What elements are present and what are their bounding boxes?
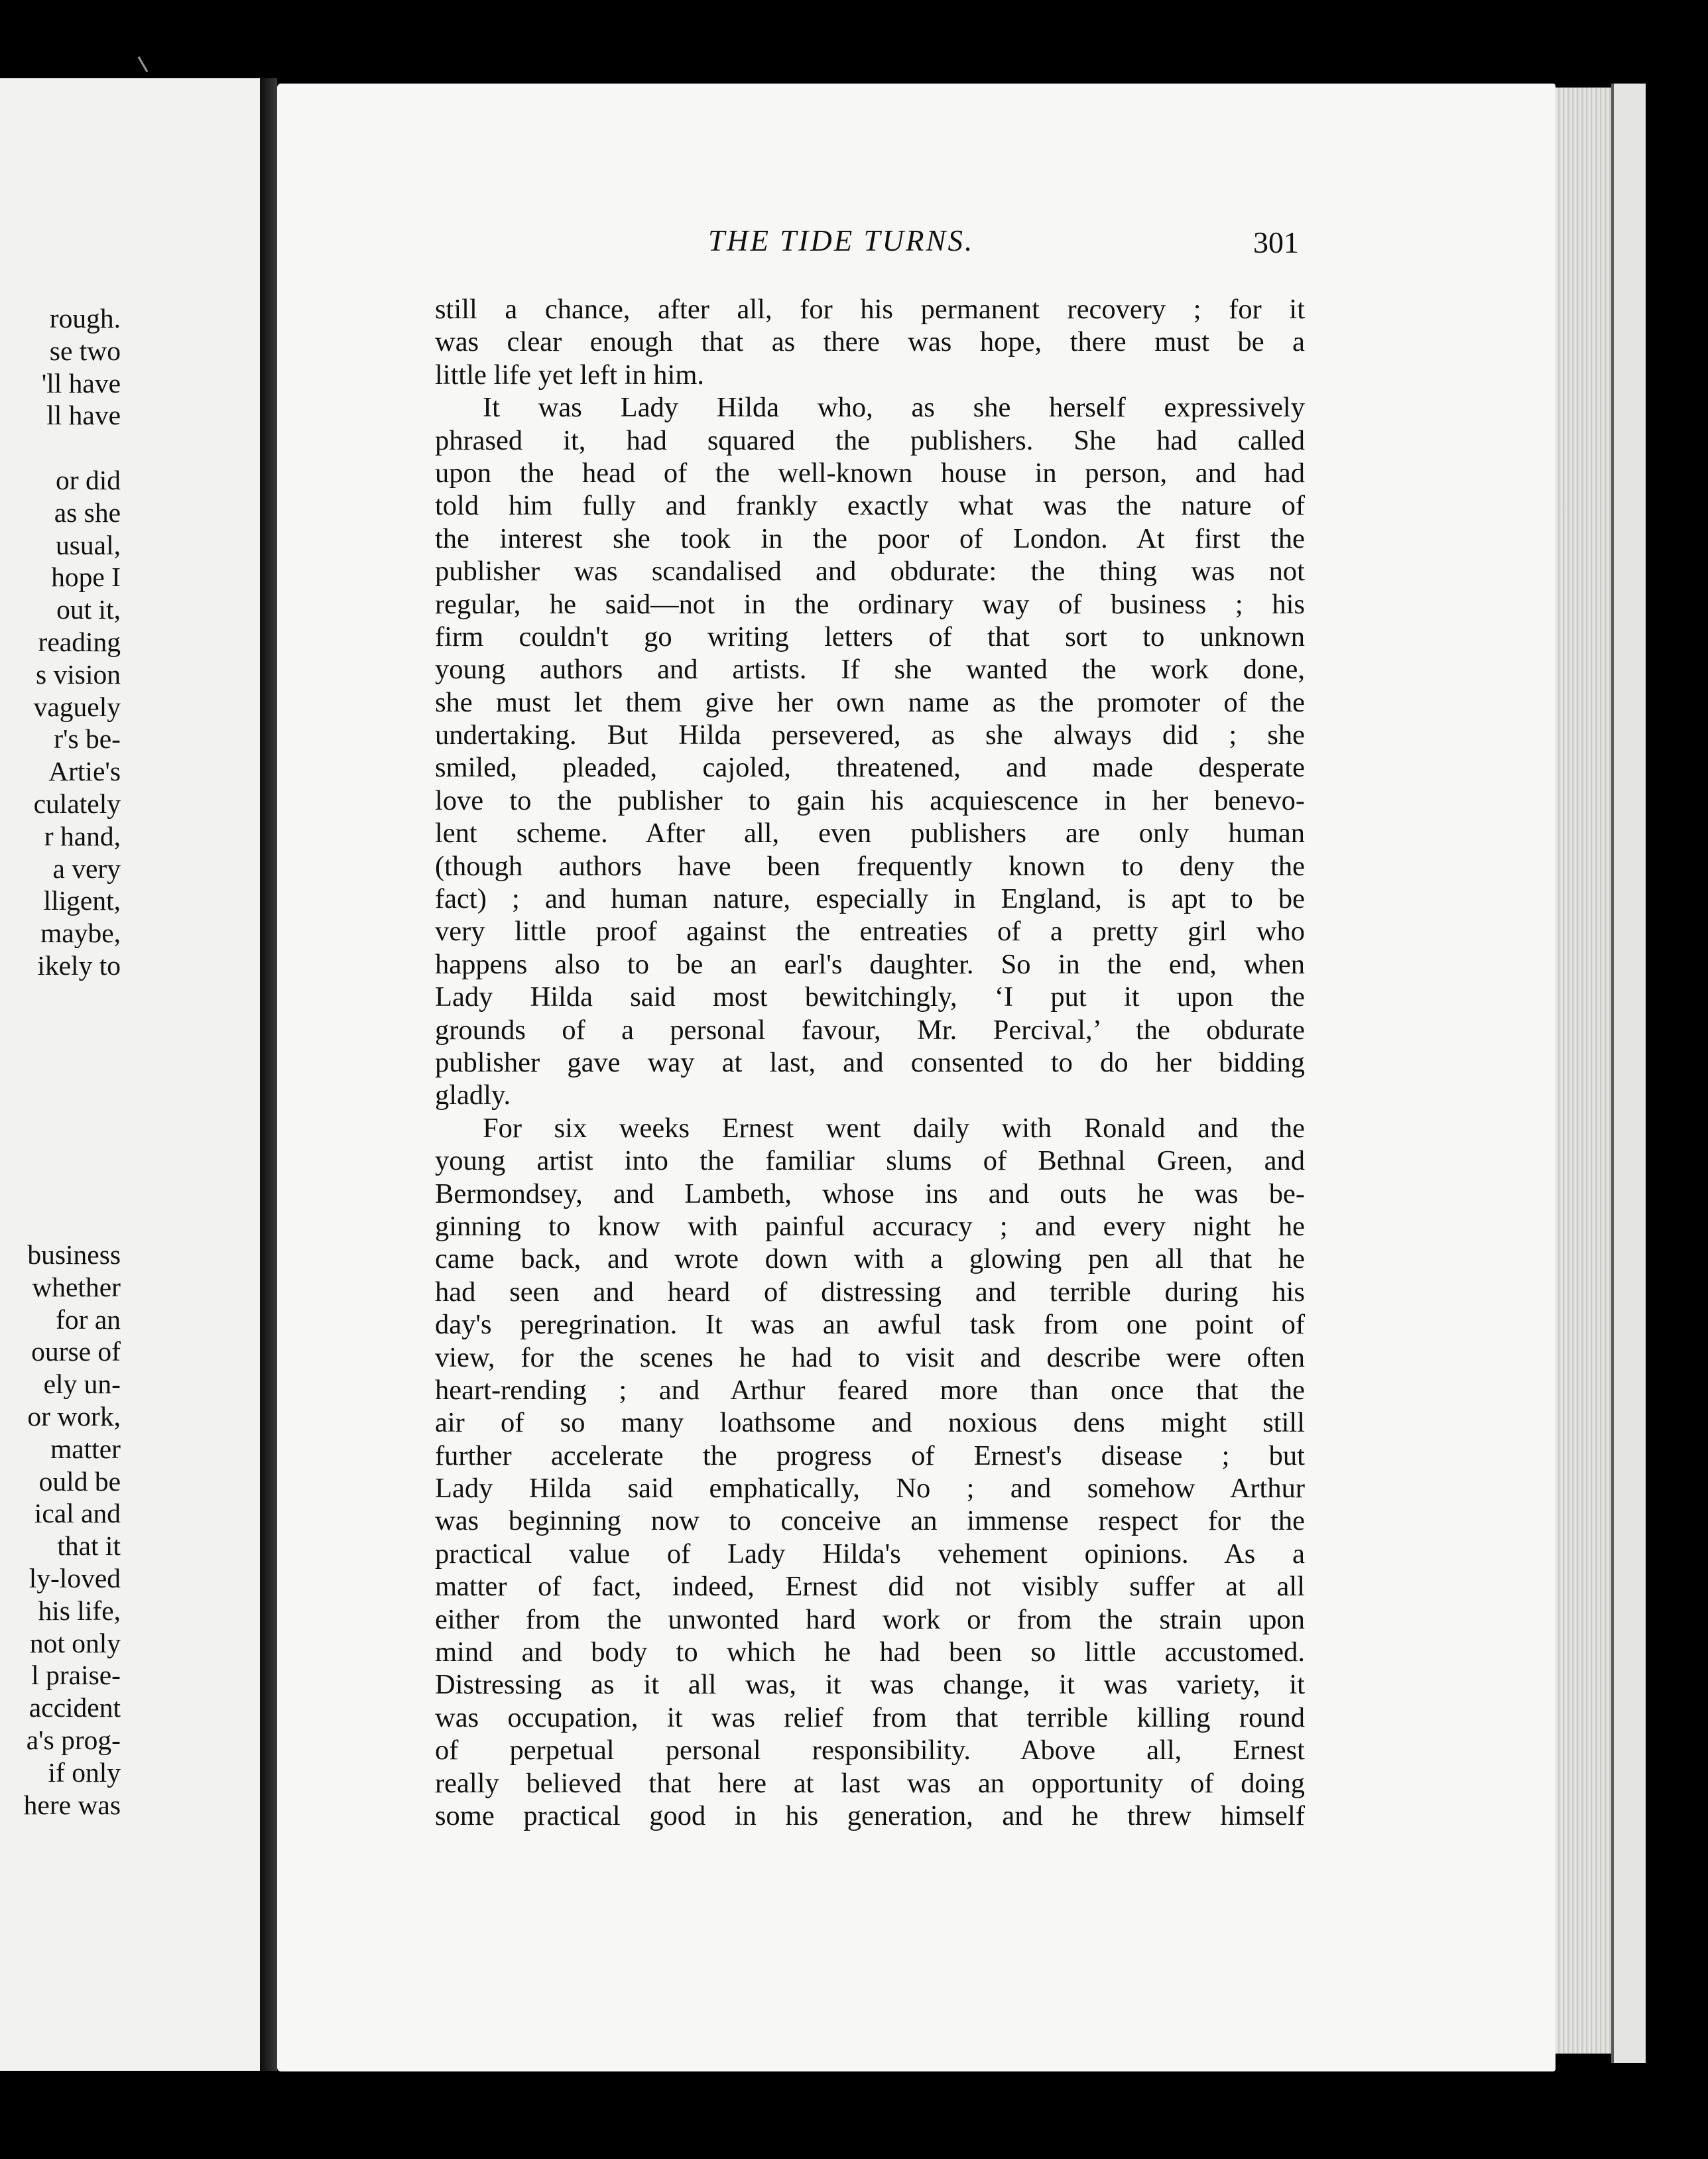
text-line: r's be- [54,723,121,755]
text-line: whether [32,1271,121,1302]
text-line: (though authors have been frequently known to deny the [435,850,1305,882]
text-line: ikely to [37,950,121,981]
text-line: hope I [51,562,121,593]
text-line: grounds of a personal favour, Mr. Percival,’ the obdurate [435,1014,1305,1046]
text-line: firm couldn't go writing letters of that sort to unknown [435,621,1305,652]
text-line: lligent, [43,885,121,916]
paragraph-first-line: For six weeks Ernest went daily with Ronald and the [483,1112,1305,1144]
book-gutter [260,78,277,2071]
text-line: still a chance, after all, for his permanent recovery ; for it [435,294,1305,325]
scan-speck [138,56,149,72]
text-line: publisher was scandalised and obdurate: the thing was not [435,556,1305,587]
text-line: young authors and artists. If she wanted the work done, [435,654,1305,686]
text-line: Lady Hilda said emphatically, No ; and somehow Arthur [435,1473,1305,1505]
text-line: she must let them give her own name as the promoter of the [435,686,1305,718]
book-cover-board [1611,84,1646,2063]
text-line: reading [38,626,121,657]
text-line: ginning to know with painful accuracy ; and every night he [435,1210,1305,1242]
text-line: l praise- [31,1660,121,1691]
text-line: a very [52,853,121,884]
text-line: little life yet left in him. [435,359,705,391]
text-line: maybe, [40,918,121,949]
text-line: happens also to be an earl's daughter. So in the end, when [435,948,1305,980]
text-line: either from the unwonted hard work or from the strain upon [435,1603,1305,1635]
text-line: upon the head of the well-known house in person, and had [435,457,1305,489]
text-line: se two [49,335,121,366]
page-body-text [435,293,1305,1832]
left-page-text-bottom [0,1239,121,1821]
text-line: out it, [56,594,121,625]
text-line: further accelerate the progress of Ernest's disease ; but [435,1440,1305,1471]
text-line: his life, [38,1595,121,1626]
text-line: Lady Hilda said most bewitchingly, ‘I put it upon the [435,981,1305,1013]
text-line: accident [29,1692,121,1723]
text-line: usual, [56,529,121,560]
text-line: mind and body to which he had been so little accustomed. [435,1636,1305,1668]
text-line: rough. [49,303,121,334]
text-line: ely un- [43,1369,121,1400]
text-line: if only [48,1757,121,1788]
text-line: 'll have [41,367,121,399]
text-line: heart-rending ; and Arthur feared more than once that the [435,1374,1305,1406]
text-line: phrased it, had squared the publishers. She had called [435,424,1305,456]
text-line: regular, he said—not in the ordinary way of business ; his [435,588,1305,620]
text-line: lent scheme. After all, even publishers are only human [435,818,1305,849]
paragraph-first-line: It was Lady Hilda who, as she herself expressively [483,392,1305,424]
text-line: or work, [27,1400,121,1432]
text-line: very little proof against the entreaties of a pretty girl who [435,916,1305,948]
text-line: r hand, [44,820,121,851]
text-line: practical value of Lady Hilda's vehement opinions. As a [435,1538,1305,1570]
text-line: vaguely [33,691,121,722]
running-title: THE TIDE TURNS. [708,224,975,257]
text-line: of perpetual personal responsibility. Above all, Ernest [435,1735,1305,1766]
left-facing-page [0,78,263,2071]
text-line: matter [50,1433,121,1464]
text-line: publisher gave way at last, and consented to do her bidding [435,1046,1305,1078]
text-line: Distressing as it all was, it was change, it was variety, it [435,1669,1305,1701]
text-line: or did [56,464,121,495]
text-line: some practical good in his generation, and he threw himself [435,1800,1305,1831]
text-line: smiled, pleaded, cajoled, threatened, and made desperate [435,752,1305,784]
text-line: had seen and heard of distressing and terrible during his [435,1276,1305,1308]
text-line: not only [29,1627,121,1658]
text-line: ical and [34,1498,121,1529]
text-line: the interest she took in the poor of London. At first the [435,523,1305,554]
text-line: here was [23,1789,121,1820]
text-line: a's prog- [26,1724,121,1755]
text-line: that it [57,1530,121,1562]
text-line: ourse of [31,1336,121,1367]
page-edge-stack [1555,88,1613,2054]
text-line: ll have [46,400,121,431]
text-line: business [27,1239,121,1270]
text-line: was occupation, it was relief from that terrible killing round [435,1701,1305,1733]
text-line: really believed that here at last was an opportunity of doing [435,1767,1305,1799]
text-line: love to the publisher to gain his acquiescence in her benevo- [435,784,1305,816]
text-gap [0,432,121,464]
text-line: was clear enough that as there was hope, there must be a [435,326,1305,358]
text-line: air of so many loathsome and noxious dens might still [435,1407,1305,1439]
text-line: Bermondsey, and Lambeth, whose ins and outs he was be- [435,1178,1305,1209]
text-line: view, for the scenes he had to visit and describe were often [435,1341,1305,1373]
text-line: s vision [36,658,121,690]
text-line: matter of fact, indeed, Ernest did not visibly suffer at all [435,1571,1305,1603]
text-line: was beginning now to conceive an immense respect for the [435,1505,1305,1537]
text-line: fact) ; and human nature, especially in England, is apt to be [435,883,1305,915]
text-line: for an [56,1304,121,1335]
text-line: culately [33,788,121,819]
text-line: gladly. [435,1080,511,1111]
page-number: 301 [1253,225,1299,259]
left-page-text-top [0,302,121,982]
text-line: came back, and wrote down with a glowing pen all that he [435,1243,1305,1275]
text-line: told him fully and frankly exactly what was the nature of [435,490,1305,522]
text-line: day's peregrination. It was an awful task from one point of [435,1309,1305,1341]
text-line: as she [54,497,121,528]
text-line: ould be [38,1465,121,1497]
text-line: undertaking. But Hilda persevered, as she always did ; she [435,719,1305,751]
text-line: ly-loved [29,1562,121,1593]
text-line: young artist into the familiar slums of Bethnal Green, and [435,1145,1305,1177]
text-line: Artie's [48,756,121,787]
